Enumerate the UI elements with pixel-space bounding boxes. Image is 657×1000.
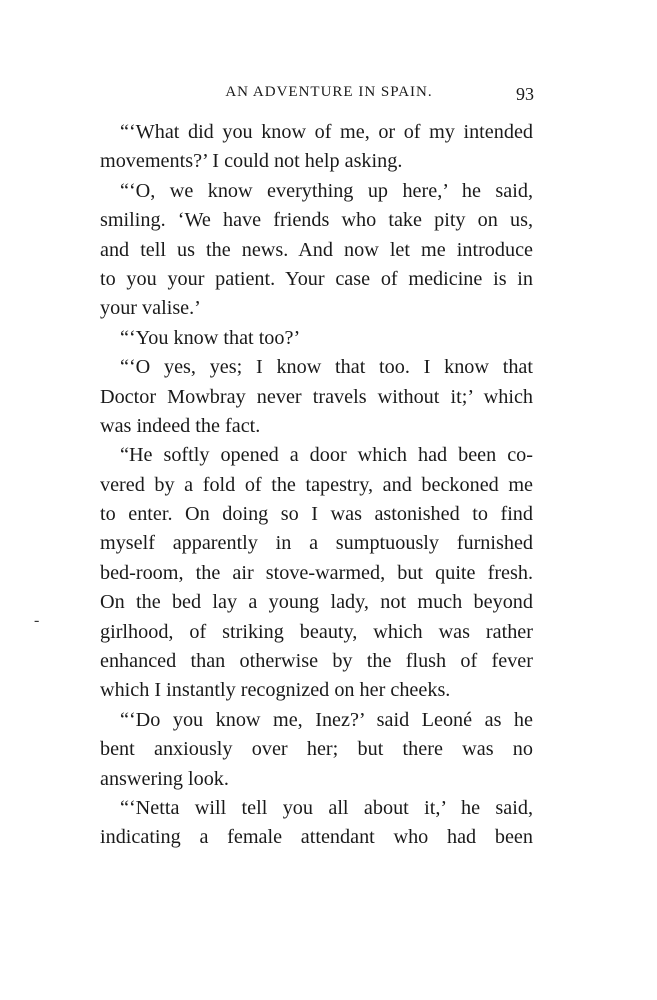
page-number: 93: [516, 84, 534, 104]
text-line: girlhood, of striking beauty, which was rather: [100, 620, 533, 643]
running-head: [100, 84, 538, 108]
text-line: On the bed lay a young lady, not much beyond: [100, 591, 533, 614]
text-line: “‘Netta will tell you all about it,’ he said,: [120, 796, 533, 819]
text-line: enhanced than otherwise by the flush of fever: [100, 650, 533, 673]
text-line: vered by a fold of the tapestry, and beckoned me: [100, 473, 533, 496]
margin-mark: -: [34, 612, 40, 629]
text-line: “‘Do you know me, Inez?’ said Leoné as he: [120, 708, 533, 731]
text-line: indicating a female attendant who had been: [100, 826, 533, 849]
text-line: to enter. On doing so I was astonished to find: [100, 503, 533, 526]
text-line: Doctor Mowbray never travels without it;’ which: [100, 385, 533, 408]
text-line: your valise.’: [100, 297, 201, 320]
text-line: myself apparently in a sumptuously furnished: [100, 532, 533, 555]
text-line: “‘What did you know of me, or of my intended: [120, 121, 533, 143]
body-text: [100, 118, 533, 853]
text-line: which I instantly recognized on her cheeks.: [100, 679, 451, 702]
text-line: and tell us the news. And now let me introduce: [100, 238, 533, 261]
running-title: AN ADVENTURE IN SPAIN.: [225, 84, 433, 100]
text-line: “‘O yes, yes; I know that too. I know that: [120, 356, 533, 379]
text-line: “‘O, we know everything up here,’ he said,: [120, 179, 533, 202]
text-line: smiling. ‘We have friends who take pity on us,: [100, 209, 533, 232]
text-line: to you your patient. Your case of medicine is in: [100, 267, 533, 290]
text-line: bed-room, the air stove-warmed, but quite fresh.: [100, 561, 533, 584]
text-line: movements?’ I could not help asking.: [100, 150, 403, 173]
text-line: “He softly opened a door which had been co-: [120, 444, 533, 467]
text-line: answering look.: [100, 767, 229, 790]
text-line: was indeed the fact.: [100, 414, 261, 437]
text-line: bent anxiously over her; but there was no: [100, 738, 533, 761]
text-line: “‘You know that too?’: [120, 326, 301, 349]
